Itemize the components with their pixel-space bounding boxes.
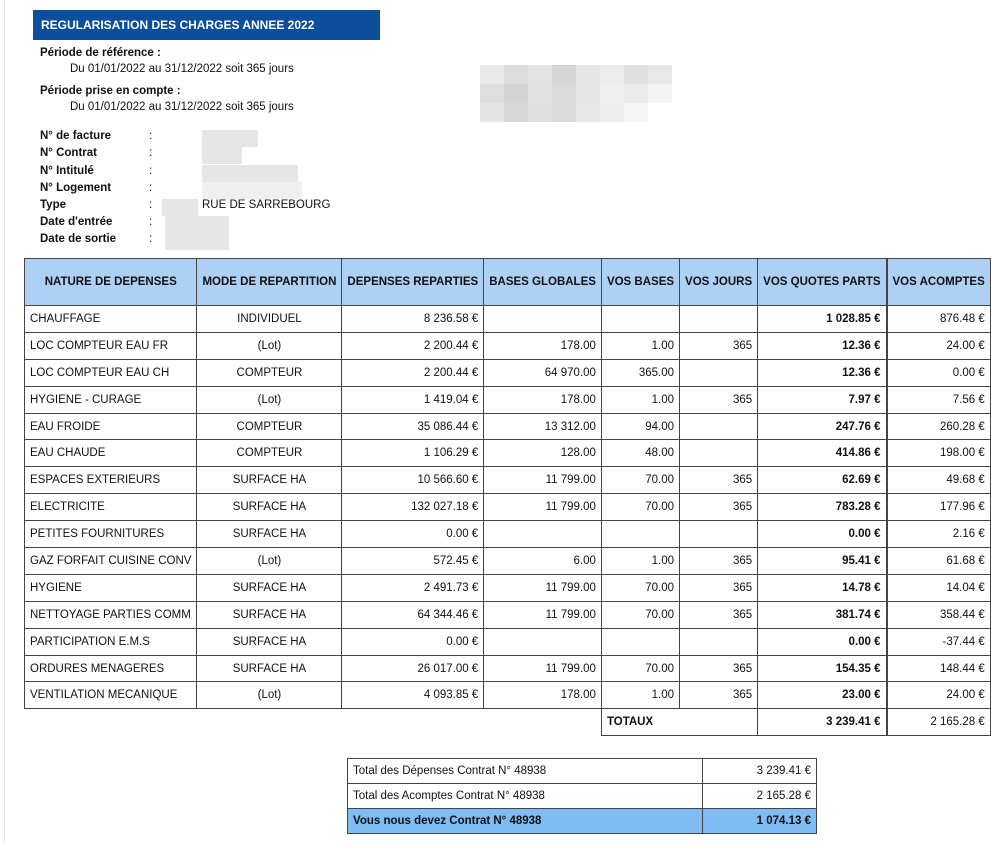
cell-mode: COMPTEUR bbox=[197, 359, 342, 386]
totals-label: TOTAUX bbox=[601, 709, 757, 736]
cell-quotes: 7.97 € bbox=[758, 386, 886, 413]
table-row bbox=[25, 413, 991, 440]
cell-quotes: 62.69 € bbox=[758, 467, 886, 494]
contrat-label: N° Contrat bbox=[40, 147, 97, 159]
cell-nature: ORDURES MENAGERES bbox=[25, 655, 197, 682]
cell-bases-globales bbox=[484, 306, 602, 333]
cell-depenses: 4 093.85 € bbox=[342, 682, 484, 709]
info-row-type bbox=[40, 199, 360, 216]
cell-quotes: 783.28 € bbox=[758, 494, 886, 521]
entree-label: Date d'entrée bbox=[40, 216, 113, 228]
cell-acomptes: 148.44 € bbox=[887, 655, 990, 682]
totals-row bbox=[25, 709, 991, 736]
colon: : bbox=[149, 216, 153, 228]
cell-depenses: 8 236.58 € bbox=[342, 306, 484, 333]
cell-mode: SURFACE HA bbox=[197, 521, 342, 548]
cell-nature: CHAUFFAGE bbox=[25, 306, 197, 333]
colon: : bbox=[149, 233, 153, 245]
cell-acomptes: 61.68 € bbox=[887, 548, 990, 575]
redacted-value bbox=[165, 216, 229, 233]
cell-mode: SURFACE HA bbox=[197, 655, 342, 682]
empty-cell bbox=[25, 709, 197, 736]
cell-vos-jours bbox=[680, 440, 758, 467]
table-row bbox=[25, 494, 991, 521]
table-row bbox=[25, 359, 991, 386]
cell-mode: SURFACE HA bbox=[197, 574, 342, 601]
table-row bbox=[25, 601, 991, 628]
cell-bases-globales: 64 970.00 bbox=[484, 359, 602, 386]
cell-vos-jours bbox=[680, 628, 758, 655]
cell-quotes: 0.00 € bbox=[758, 628, 886, 655]
table-row bbox=[25, 386, 991, 413]
table-row bbox=[25, 655, 991, 682]
cell-bases-globales bbox=[484, 628, 602, 655]
cell-mode: (Lot) bbox=[197, 548, 342, 575]
redacted-value bbox=[162, 199, 198, 216]
header-vos-jours: VOS JOURS bbox=[680, 259, 758, 306]
cell-vos-bases: 70.00 bbox=[601, 655, 679, 682]
cell-nature: PARTICIPATION E.M.S bbox=[25, 628, 197, 655]
table-header-row bbox=[25, 259, 991, 306]
cell-depenses: 1 419.04 € bbox=[342, 386, 484, 413]
summary-value: 3 239.41 € bbox=[703, 759, 817, 784]
table-row bbox=[25, 574, 991, 601]
summary-row-due bbox=[348, 809, 817, 834]
cell-bases-globales: 11 799.00 bbox=[484, 494, 602, 521]
cell-mode: COMPTEUR bbox=[197, 440, 342, 467]
cell-vos-bases: 1.00 bbox=[601, 332, 679, 359]
cell-bases-globales: 11 799.00 bbox=[484, 655, 602, 682]
cell-vos-bases: 70.00 bbox=[601, 574, 679, 601]
info-row-entree bbox=[40, 216, 360, 233]
redacted-value bbox=[202, 182, 302, 199]
cell-vos-bases: 1.00 bbox=[601, 548, 679, 575]
cell-bases-globales bbox=[484, 521, 602, 548]
cell-bases-globales: 178.00 bbox=[484, 682, 602, 709]
cell-quotes: 247.76 € bbox=[758, 413, 886, 440]
info-row-intitule bbox=[40, 165, 360, 182]
cell-bases-globales: 13 312.00 bbox=[484, 413, 602, 440]
colon: : bbox=[149, 182, 153, 194]
cell-vos-jours: 365 bbox=[680, 494, 758, 521]
redacted-value bbox=[165, 233, 229, 250]
redacted-value bbox=[202, 165, 298, 182]
cell-nature: NETTOYAGE PARTIES COMM bbox=[25, 601, 197, 628]
page-edge bbox=[4, 0, 5, 843]
cell-depenses: 35 086.44 € bbox=[342, 413, 484, 440]
totals-acomptes: 2 165.28 € bbox=[887, 709, 990, 736]
cell-vos-jours: 365 bbox=[680, 574, 758, 601]
cell-vos-jours: 365 bbox=[680, 386, 758, 413]
cell-nature: LOC COMPTEUR EAU CH bbox=[25, 359, 197, 386]
cell-vos-jours bbox=[680, 359, 758, 386]
table-row bbox=[25, 332, 991, 359]
cell-nature: EAU CHAUDE bbox=[25, 440, 197, 467]
colon: : bbox=[149, 130, 153, 142]
cell-depenses: 2 200.44 € bbox=[342, 359, 484, 386]
cell-vos-jours bbox=[680, 306, 758, 333]
cell-depenses: 2 200.44 € bbox=[342, 332, 484, 359]
table-row bbox=[25, 467, 991, 494]
cell-acomptes: 358.44 € bbox=[887, 601, 990, 628]
cell-mode: INDIVIDUEL bbox=[197, 306, 342, 333]
cell-depenses: 10 566.60 € bbox=[342, 467, 484, 494]
cell-acomptes: 24.00 € bbox=[887, 682, 990, 709]
cell-depenses: 0.00 € bbox=[342, 628, 484, 655]
cell-mode: SURFACE HA bbox=[197, 601, 342, 628]
cell-depenses: 572.45 € bbox=[342, 548, 484, 575]
cell-bases-globales: 11 799.00 bbox=[484, 574, 602, 601]
table-row bbox=[25, 521, 991, 548]
cell-acomptes: 2.16 € bbox=[887, 521, 990, 548]
summary-table bbox=[347, 758, 817, 834]
cell-vos-bases: 70.00 bbox=[601, 494, 679, 521]
cell-mode: (Lot) bbox=[197, 332, 342, 359]
cell-vos-bases: 94.00 bbox=[601, 413, 679, 440]
summary-label: Vous nous devez Contrat N° 48938 bbox=[348, 809, 703, 834]
cell-vos-jours: 365 bbox=[680, 332, 758, 359]
cell-quotes: 414.86 € bbox=[758, 440, 886, 467]
cell-nature: PETITES FOURNITURES bbox=[25, 521, 197, 548]
header-vos-bases: VOS BASES bbox=[601, 259, 679, 306]
cell-vos-bases: 70.00 bbox=[601, 467, 679, 494]
period-reference-label: Période de référence : bbox=[40, 47, 161, 59]
cell-bases-globales: 11 799.00 bbox=[484, 467, 602, 494]
type-value: RUE DE SARREBOURG bbox=[202, 199, 331, 211]
cell-quotes: 1 028.85 € bbox=[758, 306, 886, 333]
cell-quotes: 95.41 € bbox=[758, 548, 886, 575]
cell-mode: COMPTEUR bbox=[197, 413, 342, 440]
cell-acomptes: 198.00 € bbox=[887, 440, 990, 467]
cell-vos-jours: 365 bbox=[680, 682, 758, 709]
cell-bases-globales: 128.00 bbox=[484, 440, 602, 467]
cell-bases-globales: 178.00 bbox=[484, 332, 602, 359]
cell-depenses: 132 027.18 € bbox=[342, 494, 484, 521]
cell-depenses: 2 491.73 € bbox=[342, 574, 484, 601]
cell-vos-bases: 1.00 bbox=[601, 682, 679, 709]
charges-table bbox=[24, 258, 991, 736]
table-row bbox=[25, 306, 991, 333]
intitule-label: N° Intitulé bbox=[40, 165, 94, 177]
period-account-value: Du 01/01/2022 au 31/12/2022 soit 365 jours bbox=[70, 101, 294, 113]
cell-nature: ESPACES EXTERIEURS bbox=[25, 467, 197, 494]
cell-quotes: 23.00 € bbox=[758, 682, 886, 709]
summary-label: Total des Acomptes Contrat N° 48938 bbox=[348, 784, 703, 809]
info-row-facture bbox=[40, 130, 360, 147]
document-title: REGULARISATION DES CHARGES ANNEE 2022 bbox=[33, 10, 380, 40]
info-row-logement bbox=[40, 182, 360, 199]
cell-quotes: 12.36 € bbox=[758, 359, 886, 386]
cell-acomptes: 260.28 € bbox=[887, 413, 990, 440]
summary-value: 2 165.28 € bbox=[703, 784, 817, 809]
facture-label: N° de facture bbox=[40, 130, 112, 142]
cell-nature: GAZ FORFAIT CUISINE CONV bbox=[25, 548, 197, 575]
header-depenses: DEPENSES REPARTIES bbox=[342, 259, 484, 306]
cell-nature: LOC COMPTEUR EAU FR bbox=[25, 332, 197, 359]
period-account-label: Période prise en compte : bbox=[40, 85, 181, 97]
sortie-label: Date de sortie bbox=[40, 233, 117, 245]
cell-vos-bases bbox=[601, 306, 679, 333]
header-mode: MODE DE REPARTITION bbox=[197, 259, 342, 306]
summary-row-acomptes bbox=[348, 784, 817, 809]
cell-mode: SURFACE HA bbox=[197, 628, 342, 655]
cell-vos-jours: 365 bbox=[680, 655, 758, 682]
cell-nature: VENTILATION MECANIQUE bbox=[25, 682, 197, 709]
redacted-value bbox=[202, 147, 242, 164]
cell-bases-globales: 178.00 bbox=[484, 386, 602, 413]
summary-label: Total des Dépenses Contrat N° 48938 bbox=[348, 759, 703, 784]
cell-depenses: 1 106.29 € bbox=[342, 440, 484, 467]
cell-mode: (Lot) bbox=[197, 386, 342, 413]
cell-quotes: 154.35 € bbox=[758, 655, 886, 682]
cell-depenses: 0.00 € bbox=[342, 521, 484, 548]
cell-nature: EAU FROIDE bbox=[25, 413, 197, 440]
cell-vos-bases: 1.00 bbox=[601, 386, 679, 413]
info-row-contrat bbox=[40, 147, 360, 164]
redacted-value bbox=[202, 130, 258, 147]
cell-nature: HYGIENE bbox=[25, 574, 197, 601]
empty-cell bbox=[197, 709, 342, 736]
cell-quotes: 14.78 € bbox=[758, 574, 886, 601]
header-nature: NATURE DE DEPENSES bbox=[25, 259, 197, 306]
cell-mode: (Lot) bbox=[197, 682, 342, 709]
info-row-sortie bbox=[40, 233, 360, 250]
cell-acomptes: 177.96 € bbox=[887, 494, 990, 521]
totals-quotes: 3 239.41 € bbox=[758, 709, 886, 736]
cell-acomptes: 0.00 € bbox=[887, 359, 990, 386]
cell-bases-globales: 6.00 bbox=[484, 548, 602, 575]
cell-vos-bases: 365.00 bbox=[601, 359, 679, 386]
type-label: Type bbox=[40, 199, 66, 211]
cell-nature: ELECTRICITE bbox=[25, 494, 197, 521]
cell-vos-bases: 48.00 bbox=[601, 440, 679, 467]
cell-vos-jours: 365 bbox=[680, 467, 758, 494]
table-row bbox=[25, 548, 991, 575]
cell-quotes: 12.36 € bbox=[758, 332, 886, 359]
summary-value: 1 074.13 € bbox=[703, 809, 817, 834]
cell-quotes: 0.00 € bbox=[758, 521, 886, 548]
cell-nature: HYGIENE - CURAGE bbox=[25, 386, 197, 413]
colon: : bbox=[149, 165, 153, 177]
empty-cell bbox=[342, 709, 484, 736]
cell-depenses: 64 344.46 € bbox=[342, 601, 484, 628]
cell-acomptes: 7.56 € bbox=[887, 386, 990, 413]
cell-acomptes: 49.68 € bbox=[887, 467, 990, 494]
cell-quotes: 381.74 € bbox=[758, 601, 886, 628]
cell-acomptes: 24.00 € bbox=[887, 332, 990, 359]
cell-acomptes: -37.44 € bbox=[887, 628, 990, 655]
logement-label: N° Logement bbox=[40, 182, 112, 194]
summary-row-depenses bbox=[348, 759, 817, 784]
table-row bbox=[25, 628, 991, 655]
header-quotes: VOS QUOTES PARTS bbox=[758, 259, 886, 306]
cell-vos-jours: 365 bbox=[680, 548, 758, 575]
cell-vos-bases bbox=[601, 628, 679, 655]
table-row bbox=[25, 682, 991, 709]
cell-vos-bases: 70.00 bbox=[601, 601, 679, 628]
cell-mode: SURFACE HA bbox=[197, 467, 342, 494]
cell-acomptes: 876.48 € bbox=[887, 306, 990, 333]
table-row bbox=[25, 440, 991, 467]
header-acomptes: VOS ACOMPTES bbox=[887, 259, 990, 306]
cell-acomptes: 14.04 € bbox=[887, 574, 990, 601]
colon: : bbox=[149, 199, 153, 211]
cell-vos-jours: 365 bbox=[680, 601, 758, 628]
cell-vos-jours bbox=[680, 413, 758, 440]
cell-vos-jours bbox=[680, 521, 758, 548]
cell-bases-globales: 11 799.00 bbox=[484, 601, 602, 628]
colon: : bbox=[149, 147, 153, 159]
cell-depenses: 26 017.00 € bbox=[342, 655, 484, 682]
cell-mode: SURFACE HA bbox=[197, 494, 342, 521]
period-reference-value: Du 01/01/2022 au 31/12/2022 soit 365 jours bbox=[70, 63, 294, 75]
cell-vos-bases bbox=[601, 521, 679, 548]
header-bases-globales: BASES GLOBALES bbox=[484, 259, 602, 306]
redacted-address bbox=[480, 65, 672, 122]
empty-cell bbox=[484, 709, 602, 736]
